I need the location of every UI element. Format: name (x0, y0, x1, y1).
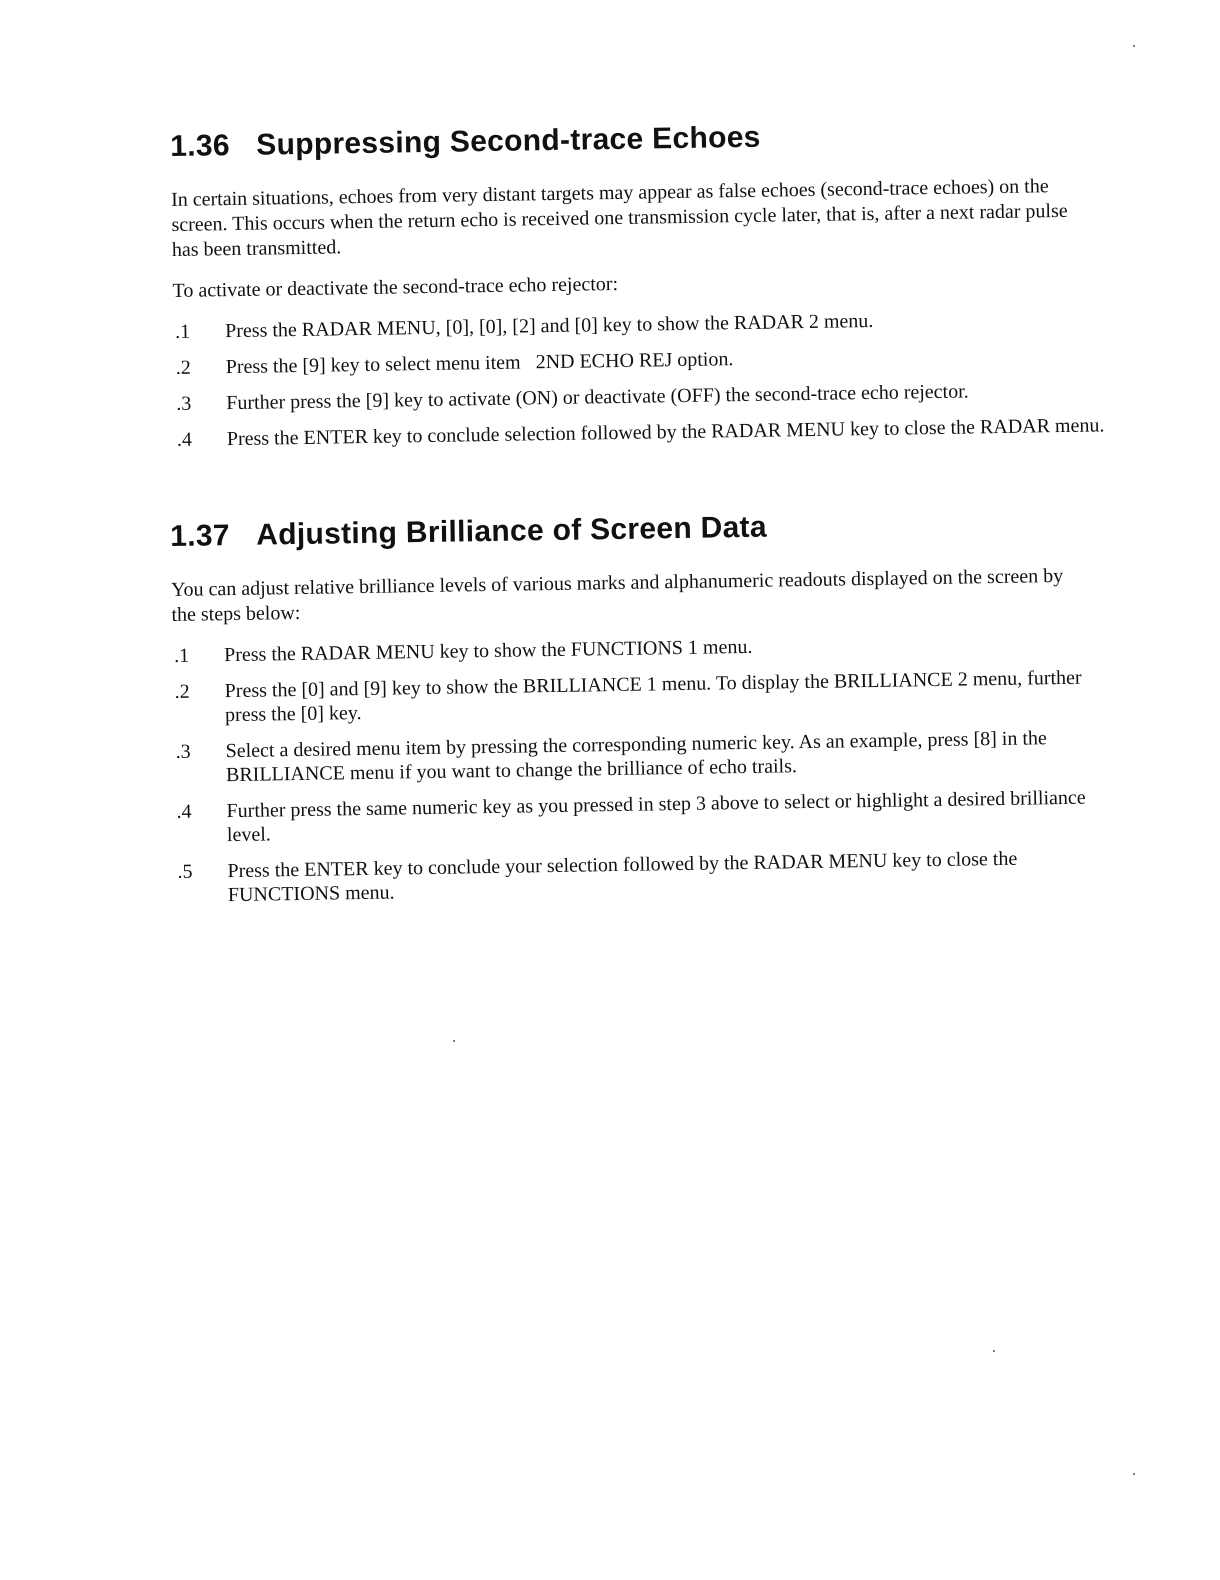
instruction-paragraph: To activate or deactivate the second-trace echo rejector: (172, 272, 619, 302)
intro-paragraph: In certain situations, echoes from very distant targets may appear as false echoes (second-trace echoes) on the screen. This occurs when the return echo is received one transmission cycle later, that is, after a next radar pulse has been transmitted. (170, 175, 1068, 261)
scan-speck (993, 1350, 995, 1352)
step-item (175, 413, 1107, 452)
steps-list (173, 305, 1115, 452)
scan-speck (453, 1040, 455, 1042)
step-number: .4 (176, 428, 193, 451)
section-title: Suppressing Second-trace Echoes (255, 120, 761, 162)
section-heading (170, 115, 1110, 164)
step-item (172, 629, 1104, 668)
step-item (175, 845, 1108, 908)
section-1-37 (170, 505, 1116, 920)
step-number: .1 (174, 320, 191, 343)
step-number: .2 (174, 680, 190, 703)
step-text: Press the ENTER key to conclude your selection followed by the RADAR MENU key to close the FUNCTIONS menu. (227, 847, 1018, 907)
step-item (174, 785, 1107, 848)
section-1-36 (170, 115, 1115, 464)
step-text: Further press the same numeric key as you pressed in step 3 above to select or highlight a desired brilliance level. (226, 786, 1086, 847)
scan-speck (1133, 1473, 1135, 1475)
step-number: .5 (177, 860, 193, 883)
step-item (174, 377, 1106, 416)
steps-list (172, 629, 1116, 908)
step-item (174, 341, 1106, 380)
step-text: Further press the [9] key to activate (ON) or deactivate (OFF) the second-trace echo rejector. (226, 380, 969, 415)
section-title: Adjusting Brilliance of Screen Data (255, 510, 768, 552)
step-number: .1 (173, 644, 190, 667)
step-number: .4 (176, 800, 192, 823)
intro-paragraph: You can adjust relative brilliance levels of various marks and alphanumeric readouts displayed on the screen by the steps below: (170, 564, 1064, 626)
step-text: Press the ENTER key to conclude selection followed by the RADAR MENU key to close the RADAR menu. (226, 414, 1105, 451)
section-number: 1.37 (170, 519, 231, 553)
step-text: Press the [9] key to select menu item 2ND ECHO REJ option. (225, 348, 734, 379)
scan-speck (1133, 45, 1135, 47)
section-heading (170, 505, 1110, 554)
step-text: Press the [0] and [9] key to show the BRILLIANCE 1 menu. To display the BRILLIANCE 2 menu, further press the [0] key. (224, 666, 1082, 727)
step-item (173, 665, 1106, 728)
step-text: Press the RADAR MENU, [0], [0], [2] and [0] key to show the RADAR 2 menu. (224, 309, 874, 343)
step-number: .3 (175, 740, 191, 763)
step-item (173, 305, 1105, 344)
step-number: .2 (175, 356, 191, 379)
step-item (173, 725, 1106, 788)
section-number: 1.36 (170, 129, 231, 163)
step-number: .3 (176, 392, 192, 415)
step-text: Press the RADAR MENU key to show the FUNCTIONS 1 menu. (223, 635, 753, 667)
step-text: Select a desired menu item by pressing the corresponding numeric key. As an example, press [8] in the BRILLIANCE menu if you want to change the brilliance of echo trails. (225, 727, 1047, 787)
